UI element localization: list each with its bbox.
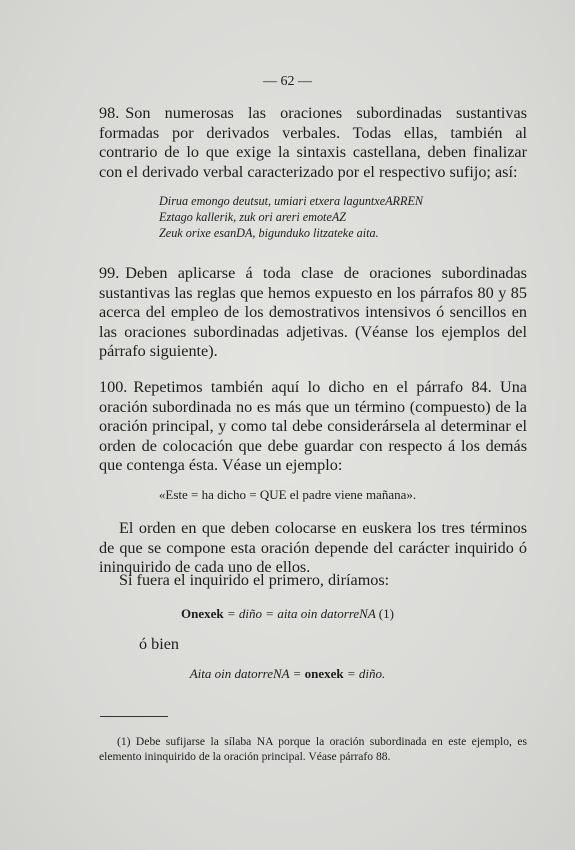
formula-rest: = diño = aita oin datorreNA (223, 606, 379, 621)
paragraph-text: Deben aplicarse á toda clase de oraciones subordinadas sustantivas las reglas que hemos expuesto en los párrafos 80 y 85 acerca del empleo de los demostrativos intensivos ó sencillos en las oraciones subordinadas adjetivas. (Véanse los ejemplos del párrafo siguiente). (99, 264, 527, 361)
example-line: Dirua emongo deutsut, umiari etxera laguntxeARREN (159, 194, 424, 208)
paragraph-number: 98. (99, 104, 120, 122)
formula-1 (0, 606, 575, 622)
example-sentence: «Este = ha dicho = QUE el padre viene mañana». (158, 487, 417, 502)
footnote-marker: (1) (378, 606, 394, 621)
paragraph-99 (99, 264, 527, 362)
example-line: Eztago kallerik, zuk ori areri emoteAZ (159, 210, 347, 224)
example-line: Zeuk orixe esanDA, bigunduko litzateke aita. (159, 226, 379, 240)
paragraph-100-continued: El orden en que deben colocarse en euskera los tres términos de que se compone esta oración depende del carácter inquirido ó ininquirido de cada uno de ellos. (99, 519, 527, 577)
paragraph-text: Son numerosas las oraciones subordinadas sustantivas formadas por derivados verbales. Todas ellas, también al contrario de lo que exige la sintaxis castellana, deben finalizar con el derivado verbal caracterizado por el respectivo sufijo; así: (99, 104, 527, 181)
paragraph-100-line: Si fuera el inquirido el primero, diríamos: (119, 571, 390, 589)
page-number: — 62 — (263, 74, 312, 89)
paragraph-100 (99, 378, 527, 476)
formula-end: = diño. (343, 666, 386, 681)
formula-bold-term: Onexek (181, 606, 224, 621)
paragraph-text: Repetimos también aquí lo dicho en el párrafo 84. Una oración subordinada no es más que un término (compuesto) de la oración principal, y como tal debe considerársela al determinar el orden de colocación que debe guardar con respecto á los demás que contenga ésta. Véase un ejemplo: (99, 378, 527, 475)
footnote-rule (100, 716, 168, 717)
formula-bold-term: onexek (304, 666, 344, 681)
formula-start: Aita oin datorreNA = (189, 666, 305, 681)
paragraph-number: 99. (99, 264, 120, 282)
or-line: ó bien (139, 635, 180, 653)
paragraph-number: 100. (99, 378, 128, 396)
footnote: (1) Debe sufijarse la sílaba NA porque la oración subordinada en este ejemplo, es elemento ininquirido de la oración principal. Véase párrafo 88. (99, 735, 527, 763)
formula-2 (0, 666, 575, 682)
paragraph-98 (99, 104, 527, 182)
